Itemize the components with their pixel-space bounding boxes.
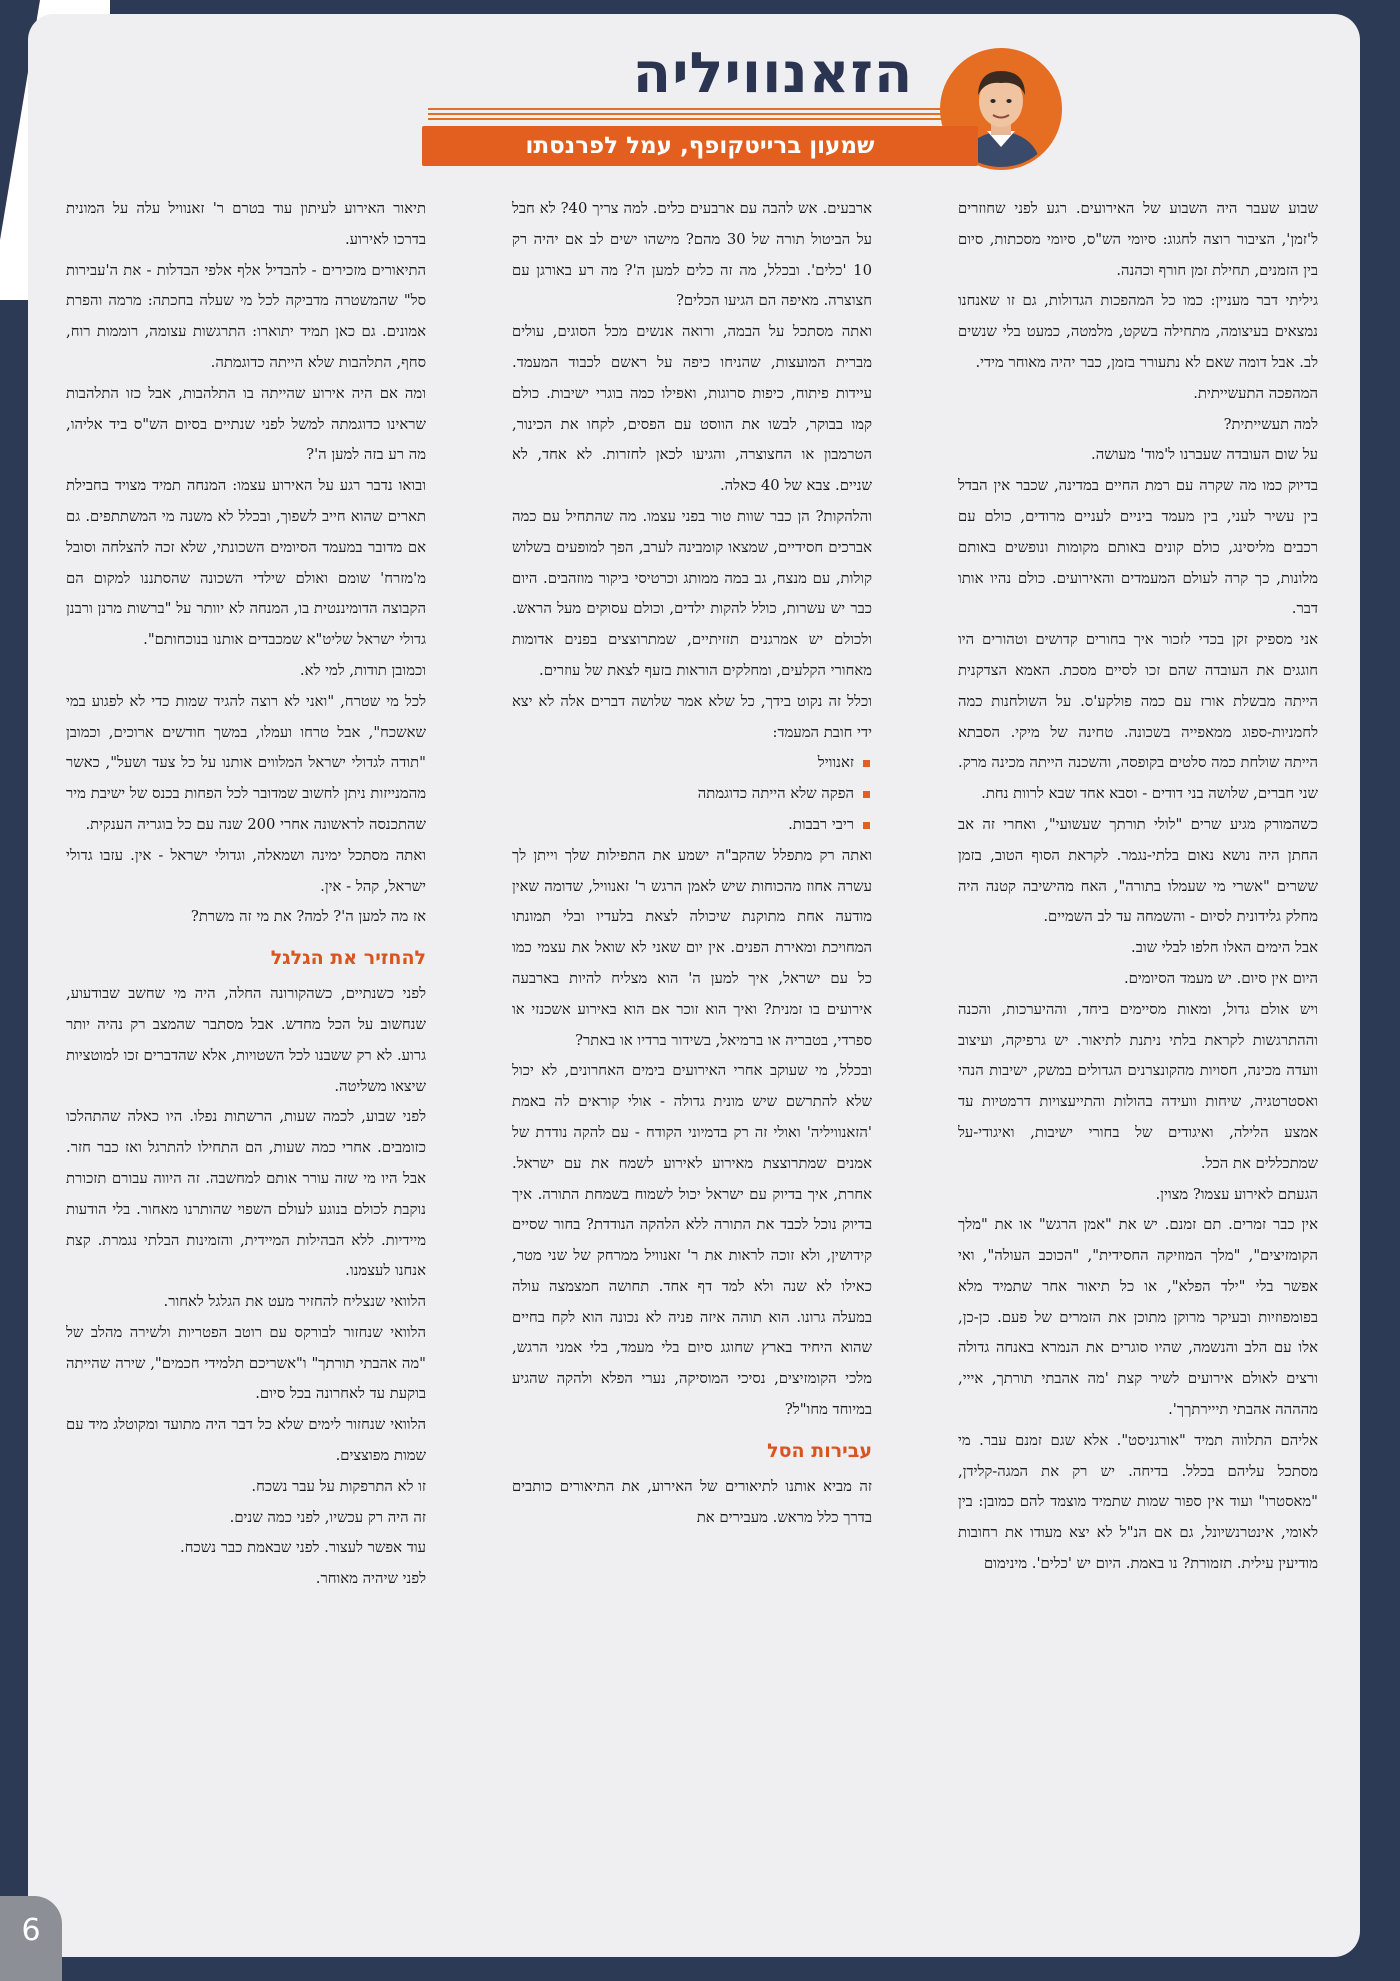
bullet-item: זאנוויל [512,748,872,779]
paragraph: ובואו נדבר רגע על האירוע עצמו: המנחה תמיד מצויד בחבילת תארים שהוא חייב לשפוך, ובכלל לא משנה מי המשתתפים. גם אם מדובר במעמד הסיומים השכונתי, שלא זכה להצלחה וסובל מ'מזרח' שומם ואולם שילדי השכונה שהסתננו למקום הם הקבוצה הדומיננטית בו, המנחה לא יוותר על "ברשות מרנן ורבנן גדולי ישראל שליט"א שמכבדים אותנו בנוכחותם". [66,477,426,649]
section-heading: להחזיר את הגלגל [270,947,426,970]
paragraph: ובכלל, מי שעוקב אחרי האירועים בימים האחרונים, לא יכול שלא להתרשם שיש מונית גדולה - אולי קוראים לה באמת 'הזאנוויליה' ואולי זה רק בדמיוני הקודח - עם להקה נודדת של אמנים שמתרוצצת מאירוע לאירוע לשמח את עם ישראל. אחרת, איך בדיוק עם ישראל יכול לשמוח בשמחת התורה. איך בדיוק נוכל לכבד את התורה ללא הלהקה הנודדת? בחור שסיים קידושין, ולא זוכה לראות את ר' זאנוויל ממרחק של שני מטר, כאילו לא שנה ולא למד דף אחד. תחושה חמצמצה עולה במעלה גרונו. הוא תוהה איזה פניה לא נכונה הוא לקח בחיים שהוא היחיד בארץ שחוגג סיום בלי מעמד, בלי אמני הרגש, מלכי הקומזיצים, נסיכי המוסיקה, נערי הפלא ולהקה שהגיע במיוחד מחו"ל? [512,1062,872,1419]
paragraph: גיליתי דבר מעניין: כמו כל המהפכות הגדולות, גם זו שאנחנו נמצאים בעיצומה, מתחילה בשקט, מלמטה, כמעט בלי שנשים לב. אבל דומה שאם לא נתעורר בזמן, כבר יהיה מאוחר מידי. [958,292,1318,371]
article-title: הזאנוויליה [632,41,914,106]
page-number: 6 [0,1896,62,1981]
paragraph: אבל הימים האלו חלפו לבלי שוב. [1131,939,1318,957]
paragraph: הגעתם לאירוע עצמו? מצוין. [1155,1185,1318,1203]
bullet-list [512,748,872,840]
paragraph: אז מה למען ה'? למה? את מי זה משרת? [190,908,426,926]
paragraph: אני מספיק זקן בכדי לזכור איך בחורים קדושים וטהורים היו חוגגים את העובדה שהם זכו לסיים מסכת. האמא הצדקנית הייתה מבשלת אורז עם כמה פולקע'ס. על השולחנות כמה לחמניות-ספוג ממאפייה בשכונה. טחינה של מיקי. הסבתא הייתה שולחת כמה סלטים בקופסה, והשכנה הייתה מכינה מרק. שני חברים, שלושה בני דודים - וסבא אחד שבא לרוות נחת. [958,631,1318,803]
paragraph: לכל מי שטרח, "ואני לא רוצה להגיד שמות כדי לא לפגוע במי שאשכח", אבל טרחו ועמלו, במשך חודשים ארוכים, וכמובן "תודה לגדולי ישראל המלווים אותנו על כל צעד ושעל", כאשר מהמנייזות ניתן לחשוב שמדובר לכל הפחות בכנס של ישיבת מיר שהתכנסה לראשונה אחרי 200 שנה עם כל בוגריה הענקית. [66,692,426,833]
paragraph: המהפכה התעשייתית. [1193,384,1318,402]
paragraph: ומה אם היה אירוע שהייתה בו התלהבות, אבל כזו התלהבות שראינו כדוגמתה למשל לפני שנתיים בסיום הש"ס ביד אליהו, מה רע בזה למען ה'? [66,384,426,464]
paragraph: הלוואי שנחזור לימים שלא כל דבר היה מתועד ומקוטלג מיד עם שמות מפוצצים. [66,1416,426,1465]
author-byline: שמעון ברייטקופף, עמל לפרנסתו [422,126,978,166]
paragraph: תיאור האירוע לעיתון עוד בטרם ר' זאנוויל עלה על המונית בדרכו לאירוע. [66,200,426,248]
text-column-right [958,194,1318,1924]
paragraph: והלהקות? הן כבר שוות טור בפני עצמו. מה שהתחיל עם כמה אברכים חסידיים, שמצאו קומבינה לערב, הפך למופעים בשלוש קולות, עם מנצח, גב במה ממותג וכרטיסי ביקור מוזהבים. היום כבר יש עשרות, כולל להקות ילדים, וכולם עסוקים מעל הראש. ולכולם יש אמרגנים תזזיתיים, שמתרוצצים בפנים אדומות מאחורי הקלעים, ומחלקים הוראות בזעף לצאת של עוזרים. [512,507,872,679]
paragraph: וכלל זה נקוט בידך, כל שלא אמר שלושה דברים אלה לא יצא ידי חובת המעמד: [512,692,872,741]
paragraph: זה היה רק עכשיו, לפני כמה שנים. [229,1508,426,1526]
paragraph: לפני שיהיה מאוחר. [315,1570,426,1588]
paragraph: שבוע שעבר היה השבוע של האירועים. רגע לפני שחוזרים ל'זמן', הציבור רוצה לחגוג: סיומי הש"ס, סיומי מסכתות, סיום בין הזמנים, תחילת זמן חורף וכהנה. [958,200,1318,279]
paragraph: הלוואי שנחזור לבורקס עם רוטב הפטריות ולשירה מהלב של "מה אהבתי תורתך" ו"אשריכם תלמידי חכמים", שירה שהייתה בוקעת עד לאחרונה בכל סיום. [66,1323,426,1403]
paragraph: אין כבר זמרים. תם זמנם. יש את "אמן הרגש" או את "מלך הקומזיצים", "מלך המוזיקה החסידית", "הכוכב העולה", ואי אפשר בלי "ילד הפלא", או כל תיאור אחר שתמיד מלא בפומפוזיות ובעיקר מרוקן מתוכן את הזמרים של פעם. כן-כן, אלו עם הלב והנשמה, שהיו סוגרים את הנמרא באנחה גדולה ורצים לאולם אירועים לשיר קצת 'מה אהבתי תורתך, אייי, מהההה אהבתי תייירתךך'. [958,1216,1318,1419]
section-heading: עבירות הסל [767,1439,872,1462]
paragraph: אליהם התלווה תמיד "אורגניסט". אלא שגם זמנם עבר. מי מסתכל עליהם בכלל. בדיחה. יש רק את המגה-קלידן, "מאסטרו" ועוד אין ספור שמות שתמיד מוצמד להם כמובן: בין לאומי, אינטרנשיונל, גם אם הנ"ל לא יצא מעודו את רחובות מודיעין עילית. תזמורת? נו באמת. היום יש 'כלים'. מינימום [958,1431,1318,1573]
paragraph: ואתה מסתכל על הבמה, ורואה אנשים מכל הסוגים, עולים מברית המועצות, שהניחו כיפה על ראשם לכבוד המעמד. עיידות פיתוח, כיפות סרוגות, ואפילו כמה בוגרי ישיבות. כולם קמו בבוקר, לבשו את הווסט עם הפסים, לקחו את הכינור, הטרמבון או החצוצרה, והגיעו לכאן לחזרות. לא אחד, לא שניים. צבא של 40 כאלה. [512,323,872,495]
paragraph: ארבעים. אש להבה עם ארבעים כלים. למה צריך 40? לא חבל על הביטול תורה של 30 מהם? מישהו ישים לב אם יהיה רק 10 'כלים'. ובכלל, מה זה כלים למען ה'? מה רע באורגן עם חצוצרה. מאיפה הם הגיעו הכלים? [512,200,872,310]
paragraph: ואתה מסתכל ימינה ושמאלה, וגדולי ישראל - אין. עזבו גדולי ישראל, קהל - אין. [66,846,426,895]
paragraph: כשהמורק מגיע שרים "לולי תורתך שעשועי", ואחרי זה אב החתן היה נושא נאום בלתי-נגמר. לקראת הסוף הטוב, בזמן ששרים "אשרי מי שעמלו בתורה", האח מהישיבה קטנה היה מחלק גלידונית לסיום - והשמחה עד לב השמיים. [958,815,1318,926]
paragraph: זו לא התרפקות על עבר נשכח. [251,1477,426,1495]
text-column-left [66,194,426,1924]
bullet-item: הפקה שלא הייתה כדוגמתה [512,779,872,810]
paragraph: עוד אפשר לעצור. לפני שבאמת כבר נשכח. [180,1539,426,1557]
paragraph: לפני שבוע, לכמה שעות, הרשתות נפלו. היו כאלה שהתהלכו כזומבים. אחרי כמה שעות, הם התחילו להתרגל ואז כבר חזר. אבל היו מי שזה עורר אותם למחשבה. זה היווה עבורם תזכורת נוקבת לכולם בנוגע לעולם השפוי שהותרנו מאחור. בלי הודעות מיידיות. ללא הבהילות המיידית, והזמינות הבלתי נגמרת. קצת אנחנו לעצמנו. [66,1108,426,1280]
text-column-middle [512,194,872,1924]
paragraph: הלוואי שנצליח להחזיר מעט את הגלגל לאחור. [163,1293,426,1311]
paragraph: על שום העובדה שעברנו ל'מוד' מעושה. [1091,446,1318,464]
paragraph: זה מביא אותנו לתיאורים של האירוע, את התיאורים כותבים בדרך כלל מראש. מעבירים את [512,1477,872,1526]
title-underline [428,108,978,118]
paragraph: היום אין סיום. יש מעמד הסיומים. [1123,969,1318,987]
paragraph: לפני כשנתיים, כשהקורונה החלה, היה מי שחשב שבודעוע, שנחשוב על הכל מחדש. אבל מסתבר שהמצב רק נהיה יותר גרוע. לא רק ששבנו לכל השטויות, אלא שהדברים זכו למוטציות שיצאו משליטה. [66,985,426,1095]
bullet-item: ריבי רבבות. [512,810,872,841]
paragraph: למה תעשייתית? [1223,415,1318,433]
paragraph: בדיוק כמו מה שקרה עם רמת החיים במדינה, שכבר אין הבדל בין עשיר לעני, בין מעמד ביניים לעניים מרודים, כולם עם רכבים מליסינג, כולם קונים באותם מקומות ונופשים באותם מלונות, כך קרה לעולם המעמדים והאירועים. כולם נהיו אותו דבר. [958,477,1318,618]
paragraph: התיאורים מזכירים - להבדיל אלף אלפי הבדלות - את ה'עבירות סל" שהמשטרה מדביקה לכל מי שעלה בחכתה: מרמה והפרת אמונים. גם כאן תמיד יתוארו: התרגשות עצומה, רוממות רוח, סחף, התלהבות שלא הייתה כדוגמתה. [66,261,426,371]
paragraph: ואתה רק מתפלל שהקב"ה ישמע את התפילות שלך וייתן לך עשרה אחוז מהכוחות שיש לאמן הרגש ר' זאנוויל, שדומה שאין מודעה אחת מתוקנת שיכולה לצאת בלעדיו ובלי תמונתו המחויכת ומאירת הפנים. אין יום שאני לא שואל את עצמי כמו כל עם ישראל, איך למען ה' הוא מצליח להיות בארבעה אירועים בו זמנית? ואיך הוא זוכר אם הוא באירוע אשכנזי או ספרדי, בטבריה או ברמיאל, בשידור ברדיו או באתר? [512,846,872,1049]
paragraph: ויש אולם גדול, ומאות מסיימים ביחד, וההיערכות, והכנה וההתרגשות לקראת בלתי ניתנת לתיאור. יש גרפיקה, ועיצוב וועדה מכינה, חסויות מהקונצרנים הגדולים במשק, ישיבות הנהי ואסטרטגיה, שיחות וועידה בהולות והתייעצויות דרמטיות עד אמצע הלילה, ואיגודים של בחורי ישיבות, ואיגודי-על שמתכללים את הכל. [958,1000,1318,1172]
magazine-page [28,14,1360,1957]
paragraph: וכמובן תודות, למי לא. [299,661,426,679]
